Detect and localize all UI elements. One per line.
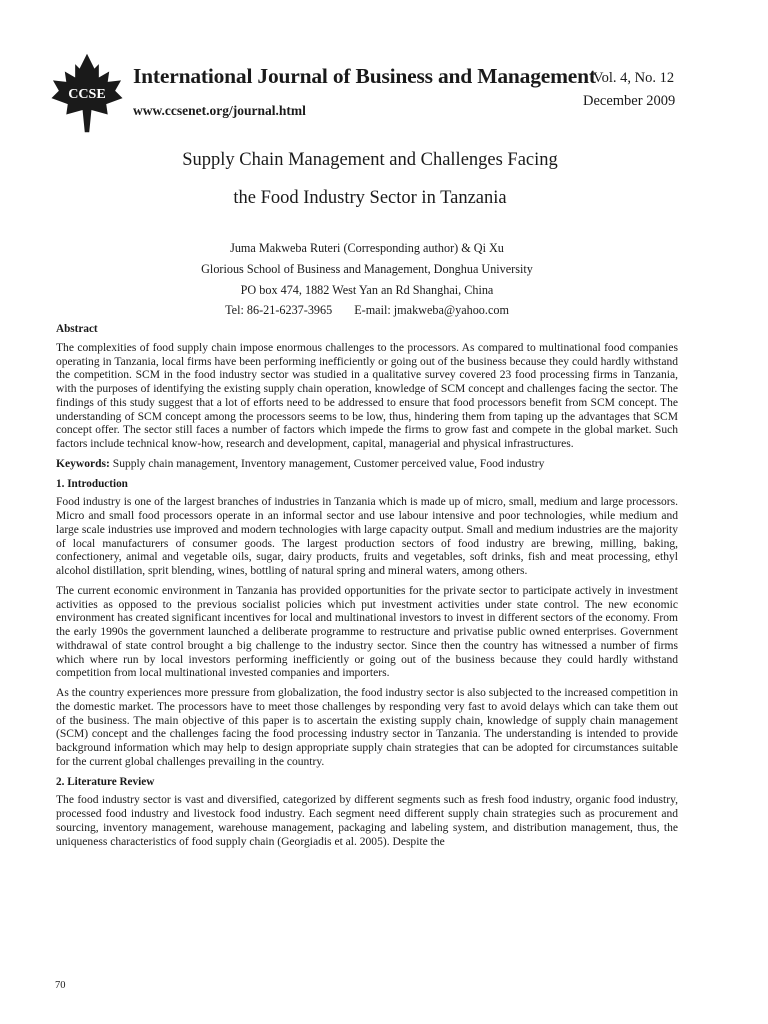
section-heading-introduction: 1. Introduction	[56, 477, 128, 490]
journal-url: www.ccsenet.org/journal.html	[133, 103, 306, 118]
issue-volume: Vol. 4, No. 12	[593, 70, 675, 86]
article-title-line-1: Supply Chain Management and Challenges Facing	[182, 150, 558, 170]
email: E-mail: jmakweba@yahoo.com	[354, 303, 509, 317]
keywords-text: Supply chain management, Inventory management, Customer perceived value, Food industry	[109, 457, 545, 470]
issue-date: December 2009	[583, 93, 676, 109]
page-number: 70	[55, 980, 66, 991]
svg-text:CCSE: CCSE	[68, 86, 106, 103]
paragraph: The current economic environment in Tanzania has provided opportunities for the private sector to participate actively in investment activities as opposed to the previous socialist policies which put investment activities under state control. The new economic environment has created significant incentives for local and multinational investors to invest in different sectors of the economy. From the early 1990s the government launched a deliberate programme to restructure and privatise public owned enterprises. Government withdrawal of state control brought a big challenge to the industry sector. Since then the country has witnessed a number of firms which where run by local investors performing inefficiently or going out of the business because they could hardly withstand competition from local multinational invested companies and importers.	[56, 584, 678, 680]
ccse-maple-leaf-logo	[50, 52, 124, 134]
section-heading-literature-review: 2. Literature Review	[56, 775, 155, 788]
paragraph: Food industry is one of the largest branches of industries in Tanzania which is made up of micro, small, medium and large processors. Micro and small food processors operate in an informal sector and use labour intensive and poor technologies, while medium and large scale industries use improved and modern technologies with large capacity output. Small and medium industries are the majority of local manufacturers of consumer goods. The largest production sectors of food industry are brewing, milling, baking, confectionery, animal and vegetable oils, sugar, dairy products, fruits and vegetables, soft drinks, fish and meat processing, ethyl alcohol distillation, sprit blending, wines, bottling of natural spring and mineral waters, among others.	[56, 496, 678, 577]
abstract-text: The complexities of food supply chain impose enormous challenges to the processors. As compared to multinational food companies operating in Tanzania, local firms have been performing inefficiently or going out of the business because they could hardly withstand the competition. SCM in the food industry sector was studied in a qualitative survey covered 23 food processing firms in Tanzania, with the purposes of identifying the existing supply chain operation, knowledge of SCM concept and challenges facing the sector. The findings of this study suggest that a lot of efforts need to be addressed to ensure that food processors benefit from SCM concept. The understanding of SCM concept among the processors seems to be low, thus, hindering them from taping up the advantages that SCM concept offer. The sector still faces a number of factors which impede the firms to grow fast and compete in the global market. Such factors include technical know-how, research and development, capital, managerial and physical infrastructures.	[56, 341, 678, 450]
keywords-line	[56, 458, 678, 472]
article-title-line-2: the Food Industry Sector in Tanzania	[233, 188, 507, 208]
journal-name: International Journal of Business and Management	[133, 64, 596, 88]
telephone: Tel: 86-21-6237-3965	[225, 303, 333, 317]
paragraph: As the country experiences more pressure from globalization, the food industry sector is also subjected to the increased competition in the domestic market. The processors have to meet those challenges by responding very fast to avoid delays which can take them out of the business. The main objective of this paper is to ascertain the existing supply chain, knowledge of supply chain management (SCM) concept and the challenges facing the food processing industry sector in Tanzania. The understanding is intended to provide background information which may help to design appropriate supply chain strategies that can be adopted for circumstances suitable for the current global challenges prevailing in the country.	[56, 687, 678, 768]
abstract-heading: Abstract	[56, 323, 98, 335]
contact-line	[0, 303, 734, 318]
institution: Glorious School of Business and Management, Donghua University	[201, 262, 533, 276]
keywords-label: Keywords:	[56, 457, 110, 470]
address: PO box 474, 1882 West Yan an Rd Shanghai, China	[240, 283, 494, 297]
authors: Juma Makweba Ruteri (Corresponding author) & Qi Xu	[230, 241, 504, 255]
article-body	[56, 323, 678, 855]
paragraph: The food industry sector is vast and diversified, categorized by different segments such as fresh food industry, organic food industry, processed food industry and livestock food industry. Each segment need different supply chain strategies such as procurement and sourcing, inventory management, warehouse management, packaging and labeling system, and distribution management, thus, the uniqueness characteristics of food supply chain (Georgiadis et al. 2005). Despite the	[56, 794, 678, 848]
